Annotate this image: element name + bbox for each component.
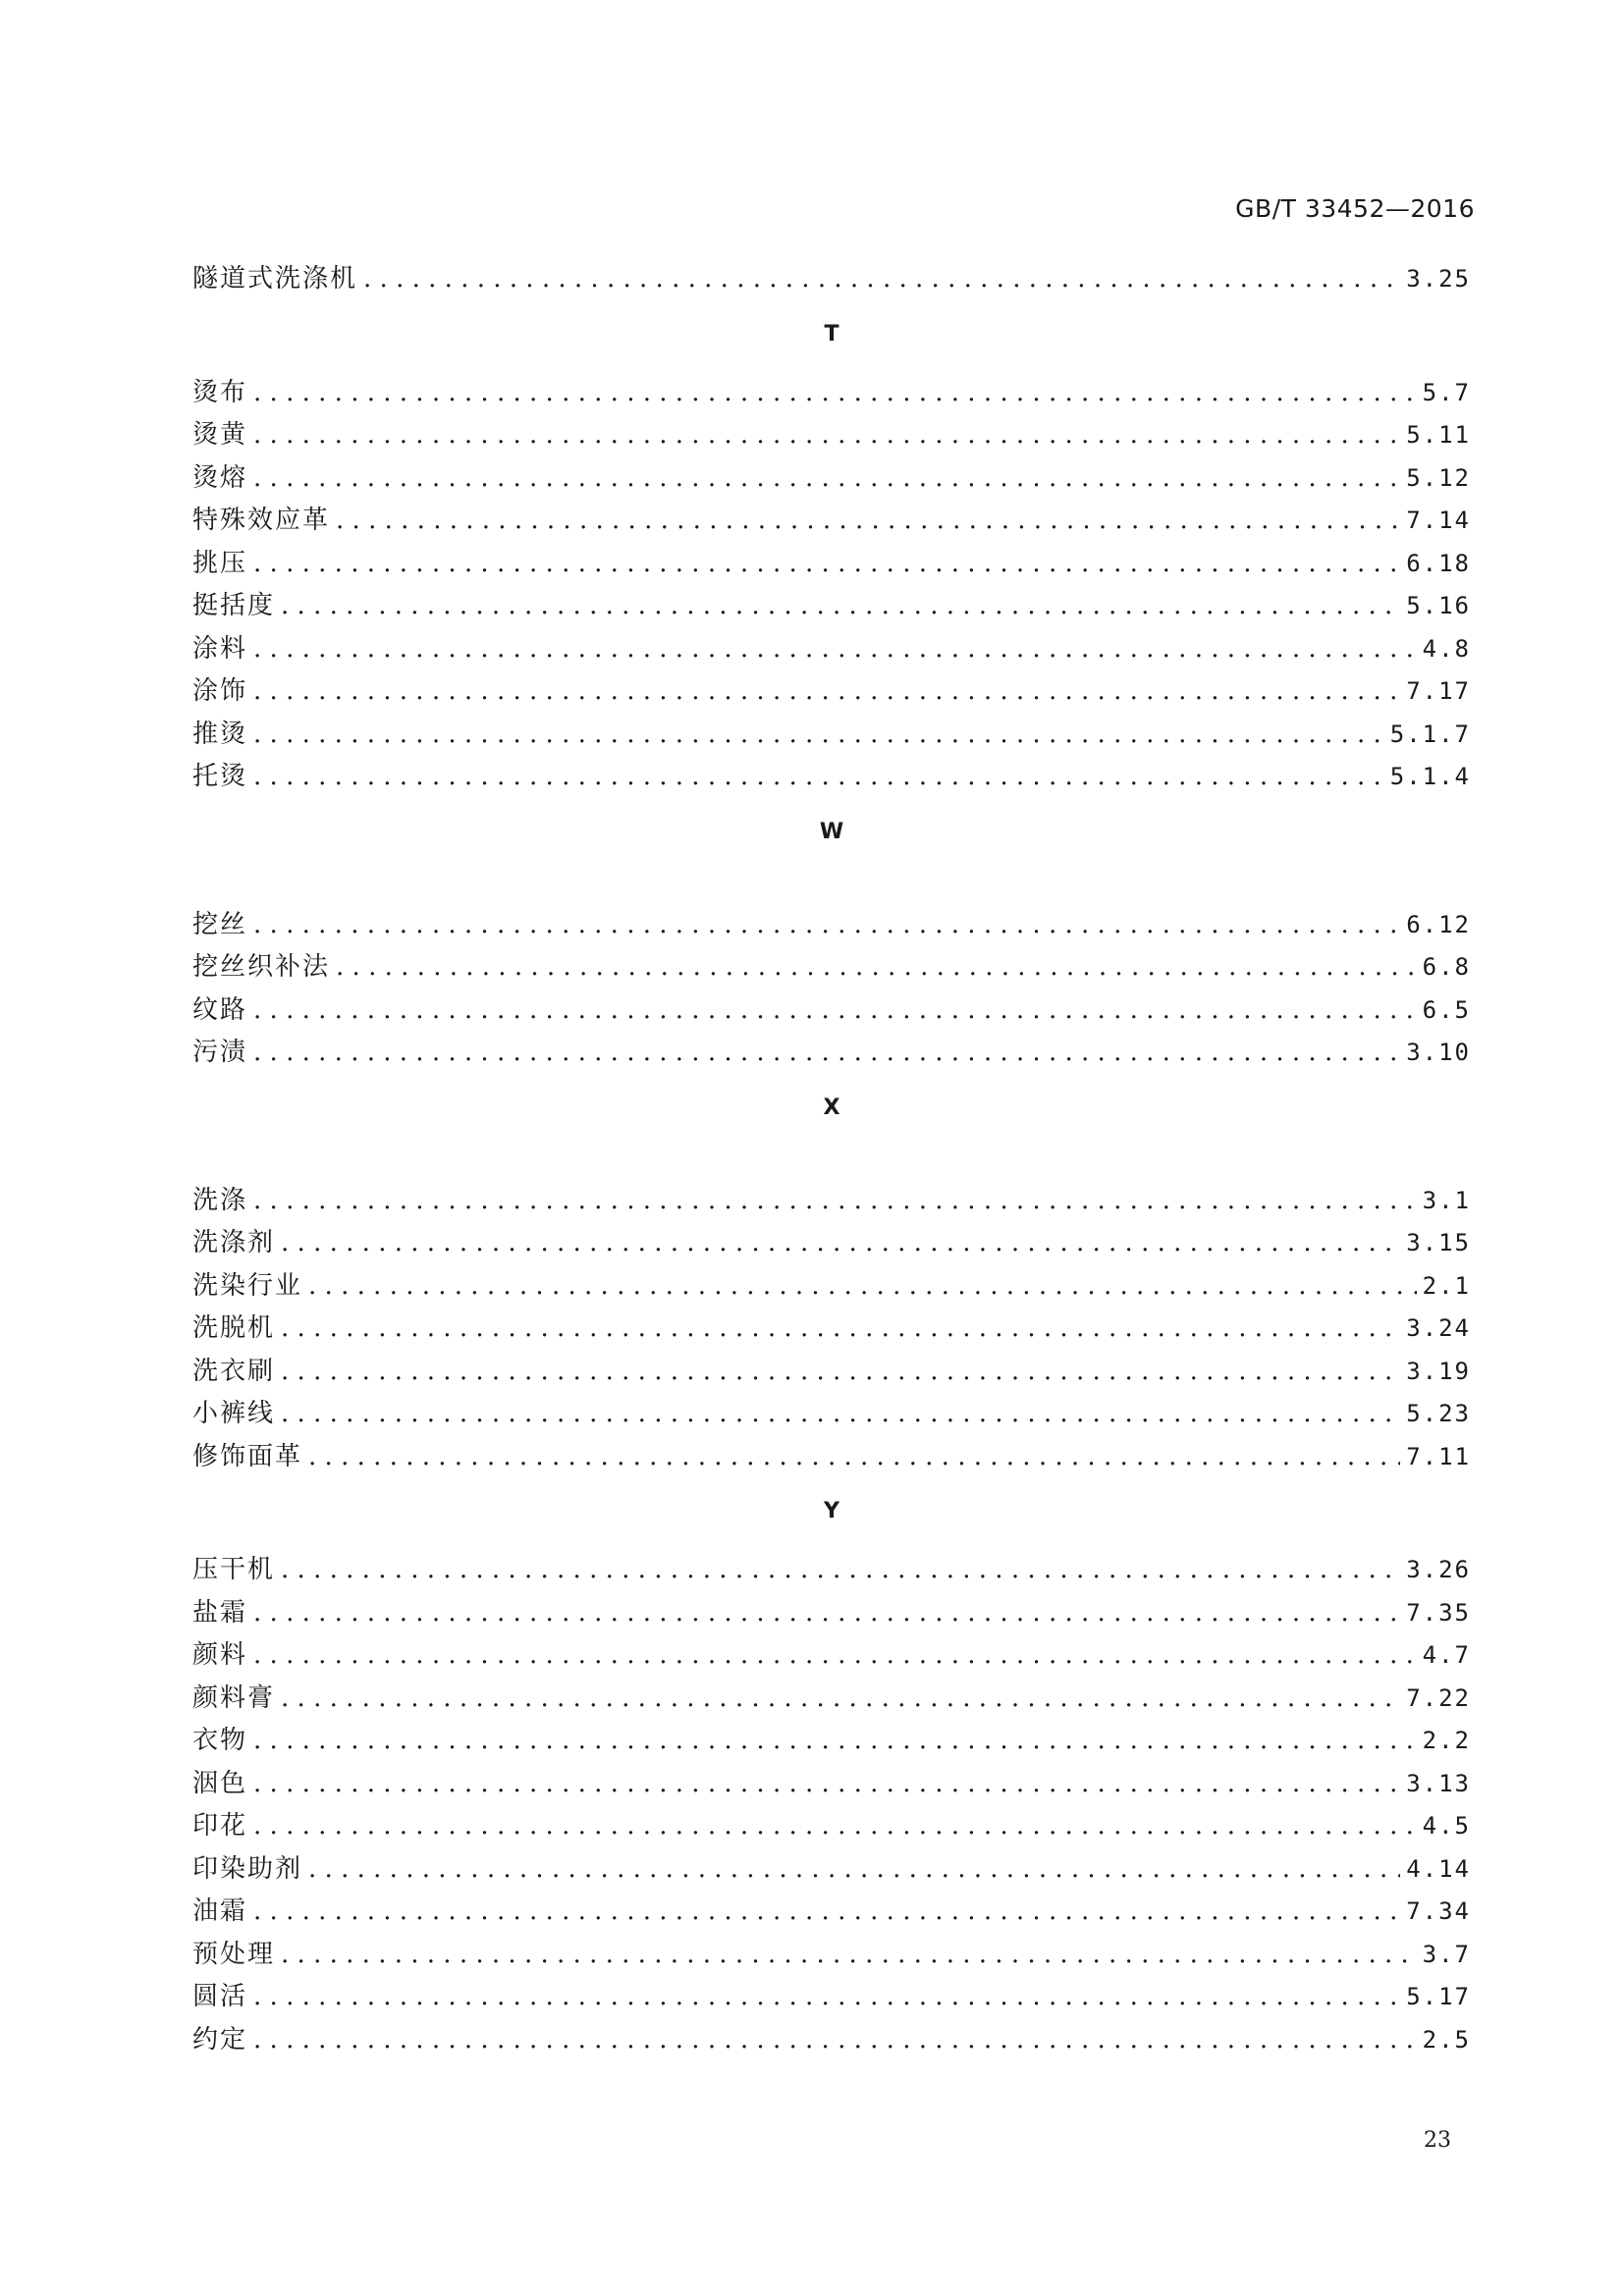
entry-term: 小裤线 [192, 1399, 276, 1428]
index-entry [192, 1393, 1471, 1436]
entry-reference: 7.22 [1406, 1683, 1471, 1712]
entry-term: 洇色 [192, 1768, 248, 1798]
entry-term: 印花 [192, 1811, 248, 1841]
entry-reference: 3.13 [1406, 1769, 1471, 1797]
dot-leader [253, 1180, 1417, 1223]
index-entry [192, 543, 1471, 586]
entry-reference: 7.11 [1406, 1442, 1471, 1470]
entry-reference: 3.24 [1406, 1314, 1471, 1342]
index-entry [192, 372, 1471, 415]
entry-term: 污渍 [192, 1038, 248, 1067]
entry-term: 托烫 [192, 762, 248, 791]
dot-leader [253, 756, 1384, 799]
index-list [192, 258, 1471, 2061]
entry-term: 特殊效应革 [192, 506, 331, 535]
dot-leader [281, 1678, 1400, 1721]
entry-term: 洗衣刷 [192, 1356, 276, 1386]
section-letter-t: T [824, 321, 839, 347]
index-entry [192, 1032, 1471, 1075]
entry-reference: 7.35 [1406, 1598, 1471, 1627]
dot-leader [253, 414, 1400, 457]
dot-leader [281, 1308, 1400, 1351]
dot-leader [253, 670, 1400, 714]
dot-leader [253, 1720, 1417, 1763]
entry-reference: 3.15 [1406, 1229, 1471, 1256]
section-letter-w: W [819, 819, 844, 844]
index-entry [192, 414, 1471, 457]
index-entry [192, 1308, 1471, 1351]
index-entry [192, 989, 1471, 1033]
entry-term: 盐霜 [192, 1597, 248, 1628]
index-entry [192, 628, 1471, 671]
dot-leader [281, 1393, 1400, 1436]
entry-term: 挖丝织补法 [192, 952, 331, 982]
index-entry [192, 904, 1471, 947]
entry-reference: 6.8 [1422, 953, 1471, 981]
standard-code: GB/T 33452—2016 [1235, 194, 1475, 223]
index-entry [192, 1634, 1471, 1678]
dot-leader [253, 1976, 1400, 2019]
entry-term: 纹路 [192, 994, 248, 1025]
dot-leader [308, 1265, 1417, 1308]
entry-reference: 3.19 [1406, 1357, 1471, 1385]
entry-term: 洗脱机 [192, 1313, 276, 1343]
dot-leader [281, 585, 1400, 628]
entry-term: 洗涤 [192, 1185, 248, 1215]
entry-term: 推烫 [192, 719, 248, 749]
entry-term: 挑压 [192, 548, 248, 578]
dot-leader [253, 989, 1417, 1033]
entry-term: 洗染行业 [192, 1270, 303, 1301]
entry-term: 烫熔 [192, 462, 248, 493]
entry-term: 隧道式洗涤机 [192, 264, 358, 294]
entry-term: 圆活 [192, 1982, 248, 2011]
index-entry [192, 1976, 1471, 2019]
entry-reference: 6.5 [1422, 995, 1471, 1024]
index-entry [192, 1265, 1471, 1308]
dot-leader [253, 457, 1400, 501]
dot-leader [253, 1634, 1417, 1678]
index-entry [192, 1763, 1471, 1806]
dot-leader [253, 372, 1417, 415]
index-entry [192, 1805, 1471, 1848]
entry-reference: 5.17 [1406, 1983, 1471, 2010]
index-entry [192, 258, 1471, 301]
entry-reference: 4.14 [1406, 1854, 1471, 1883]
dot-leader [336, 946, 1417, 989]
entry-term: 洗涤剂 [192, 1228, 276, 1257]
entry-term: 修饰面革 [192, 1441, 303, 1471]
index-entry [192, 946, 1471, 989]
entry-term: 衣物 [192, 1726, 248, 1755]
entry-reference: 6.12 [1406, 910, 1471, 938]
dot-leader [253, 1805, 1417, 1848]
entry-reference: 5.7 [1422, 378, 1471, 406]
index-entry [192, 1351, 1471, 1394]
entry-reference: 5.11 [1406, 421, 1471, 449]
index-entry [192, 457, 1471, 501]
entry-term: 颜料膏 [192, 1682, 276, 1713]
dot-leader [308, 1436, 1400, 1479]
index-entry [192, 500, 1471, 543]
page-number: 23 [1424, 2128, 1451, 2153]
dot-leader [281, 1549, 1400, 1592]
dot-leader [253, 543, 1400, 586]
dot-leader [336, 500, 1400, 543]
dot-leader [253, 1891, 1400, 1934]
dot-leader [363, 258, 1400, 301]
dot-leader [281, 1934, 1417, 1977]
dot-leader [253, 1763, 1400, 1806]
dot-leader [308, 1848, 1400, 1892]
entry-reference: 2.1 [1422, 1271, 1471, 1300]
entry-reference: 5.16 [1406, 592, 1471, 619]
entry-reference: 6.18 [1406, 549, 1471, 577]
entry-reference: 3.25 [1406, 265, 1471, 293]
entry-reference: 7.14 [1406, 507, 1471, 534]
entry-reference: 4.5 [1422, 1812, 1471, 1840]
index-entry [192, 1934, 1471, 1977]
dot-leader [253, 1592, 1400, 1635]
entry-reference: 5.1.7 [1389, 720, 1471, 748]
index-entry [192, 756, 1471, 799]
entry-term: 挖丝 [192, 909, 248, 939]
dot-leader [253, 2019, 1417, 2062]
entry-reference: 3.10 [1406, 1039, 1471, 1066]
entry-term: 涂饰 [192, 676, 248, 706]
index-entry [192, 714, 1471, 757]
entry-reference: 5.1.4 [1389, 763, 1471, 790]
index-entry [192, 585, 1471, 628]
index-entry [192, 670, 1471, 714]
entry-term: 颜料 [192, 1640, 248, 1670]
entry-term: 预处理 [192, 1939, 276, 1969]
index-entry [192, 1848, 1471, 1892]
index-entry [192, 2019, 1471, 2062]
entry-term: 烫布 [192, 377, 248, 407]
index-entry [192, 1436, 1471, 1479]
index-entry [192, 1180, 1471, 1223]
index-entry [192, 1720, 1471, 1763]
section-letter-y: Y [824, 1499, 839, 1523]
entry-reference: 5.23 [1406, 1400, 1471, 1427]
section-letter-x: X [823, 1095, 840, 1120]
index-entry [192, 1549, 1471, 1592]
dot-leader [253, 904, 1400, 947]
entry-reference: 5.12 [1406, 463, 1471, 492]
entry-term: 印染助剂 [192, 1853, 303, 1884]
index-entry [192, 1678, 1471, 1721]
entry-reference: 3.26 [1406, 1556, 1471, 1583]
entry-reference: 7.34 [1406, 1897, 1471, 1925]
dot-leader [253, 628, 1417, 671]
entry-term: 挺括度 [192, 591, 276, 620]
dot-leader [253, 1032, 1400, 1075]
entry-term: 烫黄 [192, 420, 248, 450]
entry-term: 约定 [192, 2024, 248, 2055]
entry-term: 涂料 [192, 633, 248, 664]
index-entry [192, 1222, 1471, 1265]
entry-reference: 3.1 [1422, 1186, 1471, 1214]
entry-reference: 3.7 [1422, 1940, 1471, 1968]
dot-leader [281, 1222, 1400, 1265]
entry-term: 油霜 [192, 1896, 248, 1926]
dot-leader [281, 1351, 1400, 1394]
entry-reference: 2.5 [1422, 2025, 1471, 2054]
entry-reference: 2.2 [1422, 1727, 1471, 1754]
index-entry [192, 1592, 1471, 1635]
entry-reference: 4.7 [1422, 1641, 1471, 1669]
dot-leader [253, 714, 1384, 757]
entry-term: 压干机 [192, 1555, 276, 1584]
entry-reference: 7.17 [1406, 677, 1471, 705]
index-entry [192, 1891, 1471, 1934]
entry-reference: 4.8 [1422, 634, 1471, 663]
